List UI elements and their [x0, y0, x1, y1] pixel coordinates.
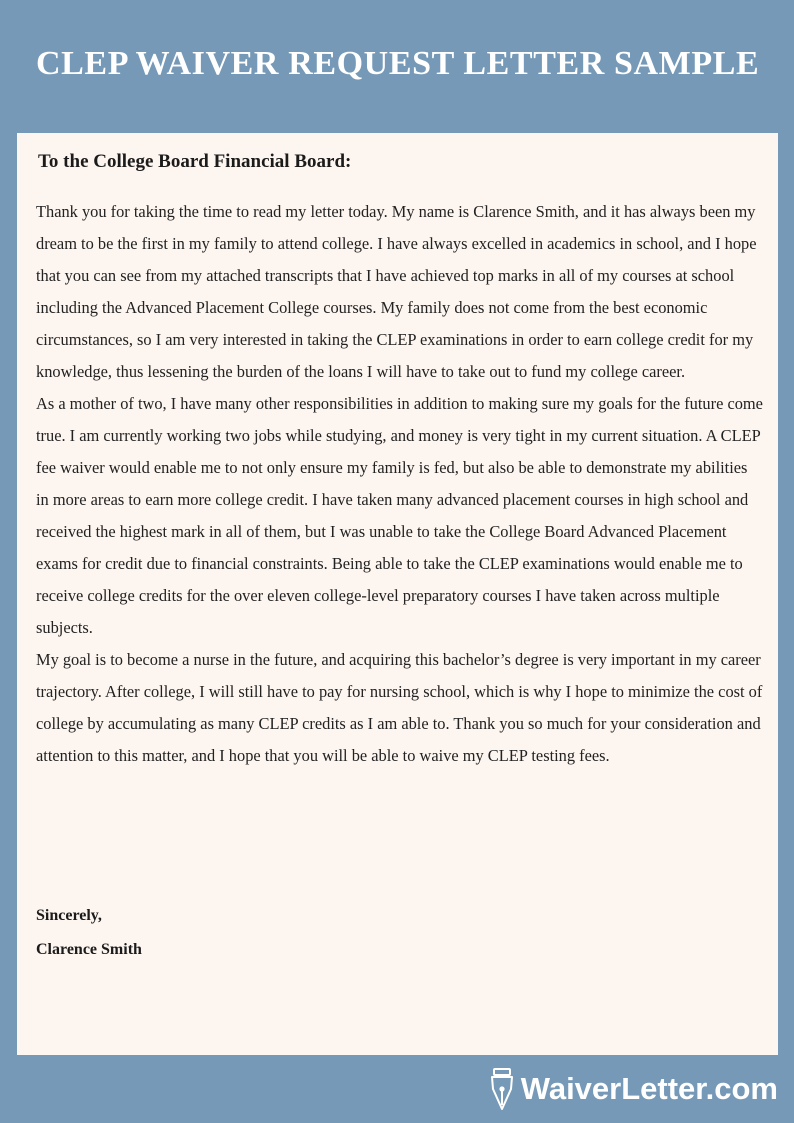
- letter-card: [17, 133, 778, 1055]
- letter-closing-block: [36, 899, 142, 967]
- letter-body: [36, 196, 764, 772]
- letter-paragraph: Thank you for taking the time to read my letter today. My name is Clarence Smith, and it has always been my dream to be the first in my family to attend college. I have always excelled in academics in school, and I hope that you can see from my attached transcripts that I have achieved top marks in all of my courses at school including the Advanced Placement College courses. My family does not come from the best economic circumstances, so I am very interested in taking the CLEP examinations in order to earn college credit for my knowledge, thus lessening the burden of the loans I will have to take out to fund my college career.: [36, 202, 757, 381]
- footer-brand: [487, 1063, 778, 1115]
- letter-paragraph: My goal is to become a nurse in the future, and acquiring this bachelor’s degree is very important in my career trajectory. After college, I will still have to pay for nursing school, which is why I hope to minimize the cost of college by accumulating as many CLEP credits as I am able to. Thank you so much for your consideration and attention to this matter, and I hope that you will be able to waive my CLEP testing fees.: [36, 650, 763, 765]
- fountain-pen-nib-icon: [487, 1067, 517, 1111]
- brand-name: WaiverLetter.com: [520, 1071, 778, 1106]
- letter-salutation: To the College Board Financial Board:: [38, 151, 352, 172]
- letter-closing: Sincerely,: [36, 907, 102, 924]
- page-header: [0, 38, 794, 94]
- page-title: CLEP WAIVER REQUEST LETTER SAMPLE: [36, 45, 760, 82]
- letter-signature: Clarence Smith: [36, 941, 142, 958]
- letter-paragraph: As a mother of two, I have many other responsibilities in addition to making sure my goals for the future come true. I am currently working two jobs while studying, and money is very tight in my current situation. A CLEP fee waiver would enable me to not only ensure my family is fed, but also be able to demonstrate my abilities in more areas to earn more college credit. I have taken many advanced placement courses in high school and received the highest mark in all of them, but I was unable to take the College Board Advanced Placement exams for credit due to financial constraints. Being able to take the CLEP examinations would enable me to receive college credits for the over eleven college-level preparatory courses I have taken across multiple subjects.: [36, 394, 763, 637]
